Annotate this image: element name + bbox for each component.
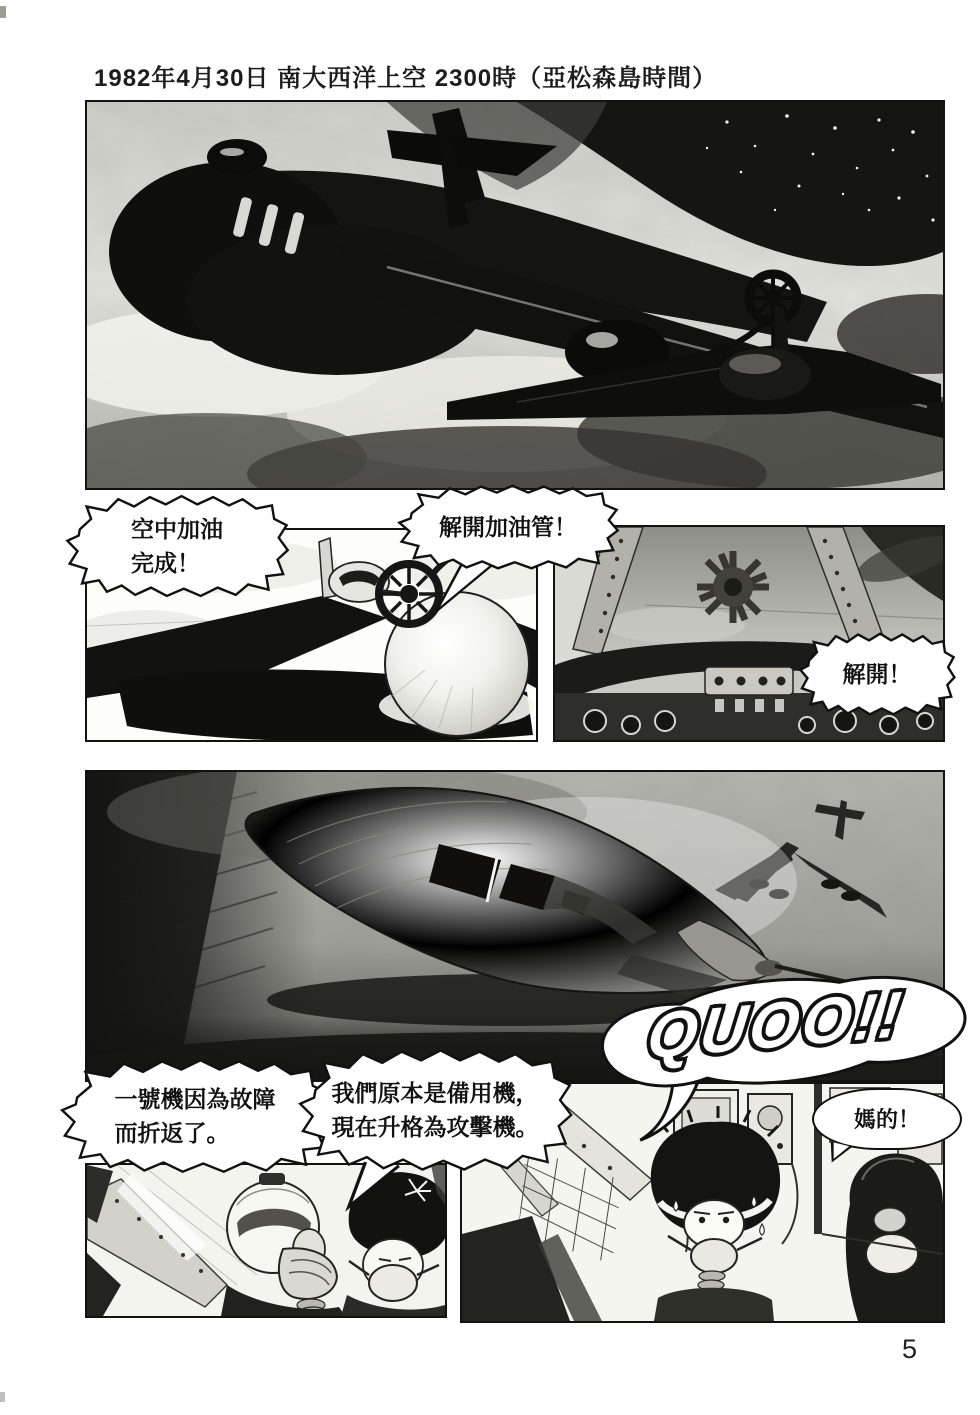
sfx-text: QUOO!!: [643, 977, 908, 1073]
speech-line: 一號機因為故障: [114, 1085, 276, 1112]
speech-line: 媽的！: [853, 1106, 920, 1132]
vulcan-nose-dome: [385, 592, 529, 736]
speech-line: 我們原本是備用機，: [331, 1079, 539, 1106]
pilot-right-partial: [846, 1154, 943, 1321]
speech-bubble-one-returned: [58, 1058, 332, 1174]
speech-line: 空中加油: [131, 515, 223, 542]
panel-1-art: [87, 102, 943, 488]
speech-bubble-released: [798, 632, 956, 716]
page-number: 5: [902, 1334, 918, 1364]
page-title: 1982年4月30日 南大西洋上空 2300時（亞松森島時間）: [94, 65, 718, 92]
panel-pilots-left: [85, 1163, 447, 1318]
speech-line: 現在升格為攻擊機。: [331, 1114, 539, 1140]
panel-night-refueling: [85, 100, 945, 490]
panel-5-art: [87, 1165, 445, 1316]
speech-line: 解開！: [842, 660, 912, 687]
speech-line: 解開加油管！: [439, 513, 577, 540]
scan-smudge: [0, 6, 6, 18]
speech-line: 而折返了。: [114, 1120, 230, 1146]
scan-smudge: [0, 1392, 5, 1402]
speech-bubble-backup-upgrade: [296, 1048, 574, 1172]
speech-bubble-release-hose: [396, 484, 620, 570]
drogue-silhouette: [697, 551, 769, 623]
speech-bubble-refuel-complete: [64, 494, 290, 598]
speech-line: 完成！: [131, 550, 200, 576]
